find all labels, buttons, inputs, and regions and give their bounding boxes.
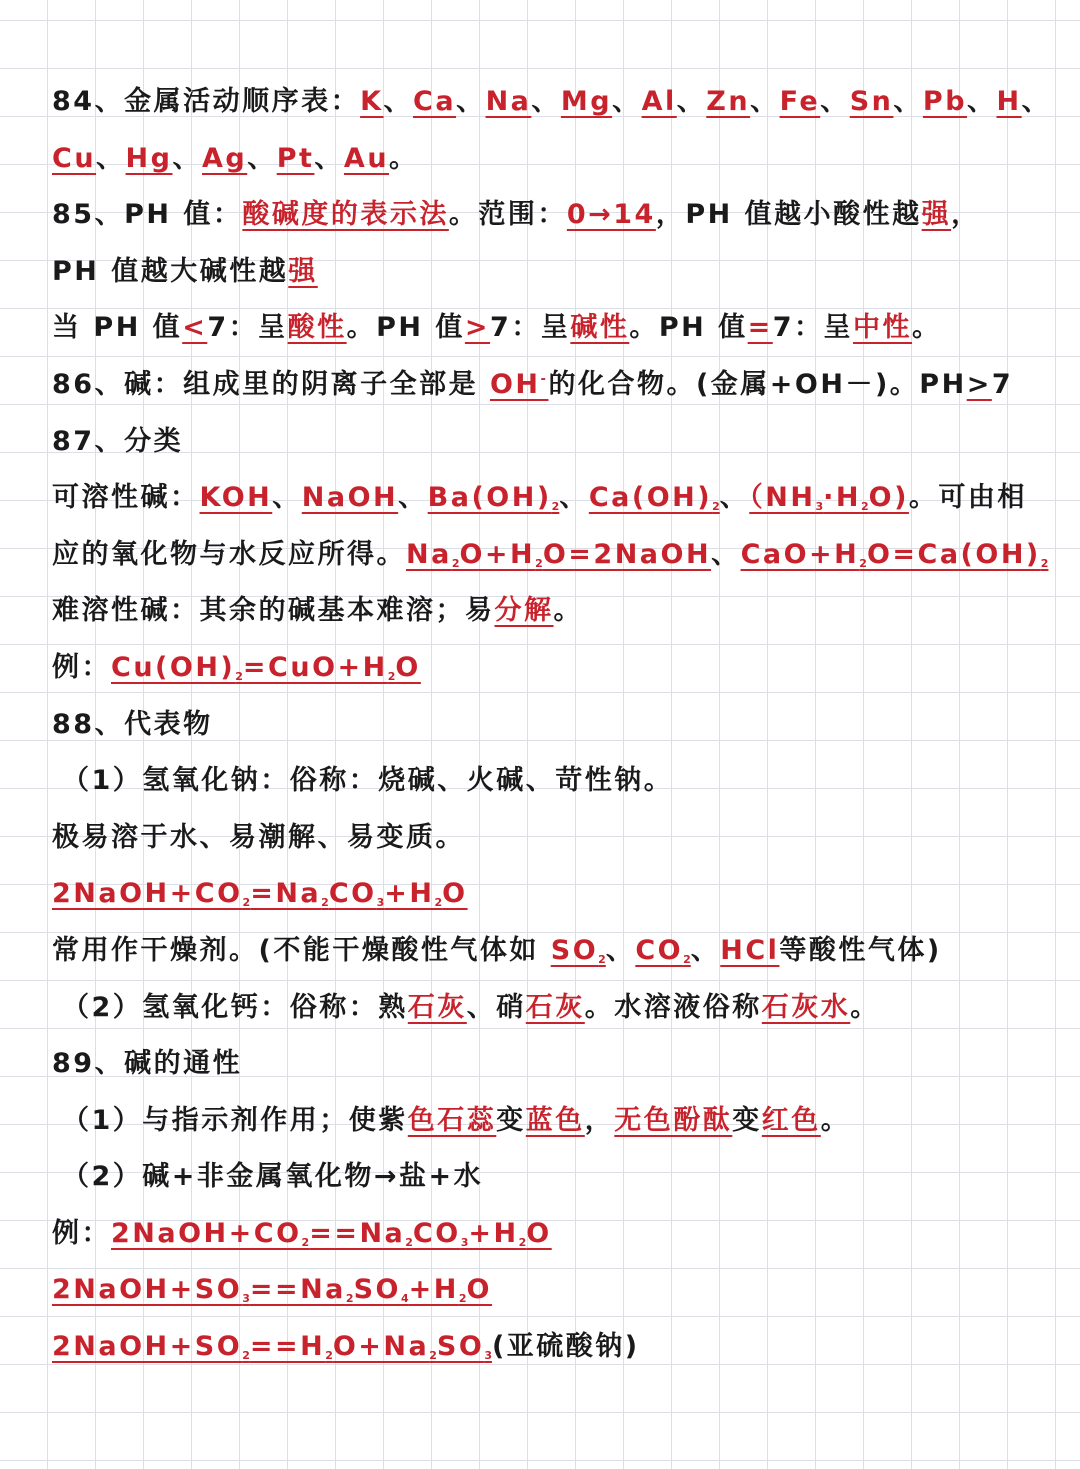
text: 。水溶液俗称 [584,991,762,1023]
metal-ca: Ca [413,86,457,117]
subscript: 2 [345,1292,354,1306]
text: +H [468,1217,519,1249]
metal-au: Au [343,142,390,174]
text: +H [408,1274,459,1306]
metal-hg: Hg [125,142,173,174]
subscript: 2 [860,500,869,514]
charge: - [540,371,549,387]
text: SO [436,1331,485,1363]
text: 应的氧化物与水反应所得。 [52,538,406,570]
text: ， [951,199,981,231]
gas-hcl: HCl [720,934,780,966]
sep: 、 [1021,86,1052,117]
sep: 、 [398,482,428,514]
text: 。 [553,595,583,627]
subscript: 2 [325,1349,333,1363]
line-87-soluble-bases [52,470,1062,527]
ca-oh-2 [589,482,720,513]
metal-zn: Zn [706,86,751,117]
equation-na2o-water [406,539,711,570]
line-84-activity-series [52,74,1062,131]
answer-neutral: 中性 [853,312,913,344]
text: =Na [250,878,322,910]
item-88-heading [52,697,1062,754]
text: 。可由相 [908,482,1027,514]
subscript: 4 [400,1292,409,1306]
text: ==Na [309,1217,406,1249]
text: O) [868,482,909,514]
sep: 、 [96,142,126,174]
line-85-ph-values [52,300,1062,357]
text: 87、分类 [52,425,184,457]
equation-cuoh2-decompose [111,652,421,683]
subscript: 3 [815,500,824,514]
text: (亚硫酸钠) [491,1331,640,1363]
subscript: 3 [242,1292,250,1306]
text: （1）氢氧化钠：俗称：烧碱、火碱、苛性钠。 [62,765,674,797]
sep: 、 [531,86,561,117]
text: CaO+H [740,538,860,570]
sep: 、 [172,142,202,174]
text: O [466,1274,492,1306]
equation-naoh-so2 [52,1331,492,1362]
line-89-example-3 [52,1319,1062,1376]
line-85-ph [52,187,1062,244]
metal-pt: Pt [276,142,315,174]
text: 。 [850,991,880,1023]
text: 例： [52,1217,111,1249]
ba-oh-2 [428,482,560,513]
answer-less-than: < [182,312,208,344]
text: （2）氢氧化钙：俗称：熟 [62,991,408,1023]
line-88-naoh-properties [52,810,1062,867]
text: 变 [496,1104,526,1136]
item-89-heading [52,1036,1062,1093]
text: PH 值越大碱性越 [52,255,289,287]
answer-acidic: 酸性 [287,312,347,344]
period: 。 [389,142,419,174]
subscript: 2 [683,952,691,966]
text: O=2NaOH [542,538,712,570]
answer-blue: 蓝色 [525,1104,585,1136]
text: O+Na [332,1331,430,1363]
text: 88、代表物 [52,708,213,740]
line-84-continued [52,131,1062,188]
sep: 、 [383,86,414,117]
subscript: 2 [859,556,867,570]
sep: 、 [711,538,741,570]
line-88-naoh-names [52,753,1062,810]
metal-al: Al [641,86,677,117]
item-86-heading: 86、碱：组成里的阴离子全部是 [52,368,490,400]
metal-mg: Mg [560,86,613,117]
text: =CuO+H [242,651,388,683]
koh: KOH [199,482,273,514]
text: 。范围： [448,199,567,231]
answer-red: 红色 [761,1104,821,1136]
text: 2NaOH+SO [52,1274,243,1306]
subscript: 2 [429,1349,437,1363]
text: 。PH 值 [346,312,465,344]
metal-na: Na [485,86,532,117]
line-89-indicators [52,1093,1062,1150]
sep: 、 [314,142,344,174]
text: 变 [732,1104,762,1136]
text: ， [584,1104,615,1136]
sep: 、 [272,482,302,514]
subscript: 2 [405,1235,413,1249]
text: O+H [459,538,536,570]
metal-cu: Cu [52,142,97,174]
text: 7：呈 [207,312,288,344]
answer-lime-1: 石灰 [407,991,467,1023]
text: 等酸性气体) [779,934,942,966]
sep: 、 [612,86,642,117]
gas-co2 [635,935,690,966]
equation-naoh-co2 [52,878,468,909]
text: 89、碱的通性 [52,1048,243,1080]
answer-greater-than: > [464,312,491,344]
item-85-heading: 85、PH 值： [52,199,243,231]
text: 。 [820,1104,851,1136]
sep: 、 [247,142,277,174]
text: Cu(OH) [111,651,236,683]
line-89-example-2 [52,1262,1062,1319]
text: ·H [823,482,861,514]
text: O [395,651,421,683]
answer-hydroxide [490,369,548,400]
text: O=Ca(OH) [866,538,1041,570]
answer-lime-2: 石灰 [525,991,585,1023]
subscript: 2 [301,1235,310,1249]
line-87-oxide-reactions [52,527,1062,584]
subscript: 2 [242,1349,250,1363]
answer-equal: = [747,312,773,344]
metal-ag: Ag [201,142,248,174]
text: 7：呈 [772,312,854,344]
equation-naoh-so3 [52,1274,492,1305]
gas-so2 [551,935,606,966]
text: 的化合物。(金属+OH－)。PH [548,368,967,400]
text: 可溶性碱： [52,482,200,514]
sep: 、 [820,86,850,117]
subscript: 2 [235,669,243,683]
answer-litmus: 色石蕊 [407,1104,497,1136]
subscript: 2 [518,1235,527,1249]
text: SO [353,1274,401,1306]
subscript: 2 [434,896,443,910]
subscript: 2 [551,500,560,514]
text: Ca(OH) [588,482,713,514]
text: 2NaOH+CO [52,878,243,910]
text: 常用作干燥剂。(不能干燥酸性气体如 [52,934,551,966]
metal-sn: Sn [849,86,894,117]
line-87-insoluble-bases [52,583,1062,640]
line-88-desiccant [52,923,1062,980]
text: Ba(OH) [427,482,552,514]
text: +H [384,878,435,910]
text: 。PH 值 [629,312,748,344]
sep: 、 [750,86,780,117]
text: Na [406,538,452,570]
answer-limewater: 石灰水 [761,991,851,1023]
text: 2NaOH+CO [111,1217,302,1249]
text: 、硝 [466,991,526,1023]
answer-phenolphthalein: 无色酚酞 [614,1104,733,1136]
text: 极易溶于水、易潮解、易变质。 [52,821,465,853]
line-86-base-definition [52,357,1062,414]
text: ==H [249,1331,326,1363]
subscript: 3 [484,1349,492,1363]
line-88-naoh-co2 [52,866,1062,923]
text: 。 [912,312,942,344]
item-84-heading: 84、金属活动顺序表： [52,86,361,117]
subscript: 2 [387,669,396,683]
text: （NH [749,482,816,514]
equation-naoh-co2-2 [111,1218,552,1249]
element-h: H [996,86,1022,117]
text: CO [635,934,684,966]
line-88-caoh2-names [52,980,1062,1037]
text: SO [550,934,599,966]
metal-k: K [360,86,384,117]
sep: 、 [719,482,750,514]
line-85-continued [52,244,1062,301]
sep: 、 [559,482,589,514]
text: CO [328,878,377,910]
text: （1）与指示剂作用；使紫 [62,1104,408,1136]
sep: 、 [893,86,923,117]
subscript: 3 [460,1235,469,1249]
text: 当 PH 值 [52,312,183,344]
text: 例： [52,651,111,683]
subscript: 2 [321,896,329,910]
subscript: 2 [242,896,251,910]
answer-strong-base: 强 [288,255,318,287]
line-87-example [52,640,1062,697]
line-89-nonmetal-oxide [52,1149,1062,1206]
text: 7：呈 [490,312,571,344]
answer-strong-acid: 强 [921,199,952,231]
sep: 、 [605,934,636,966]
subscript: 2 [598,952,606,966]
text: O [442,878,468,910]
text: ==Na [249,1274,346,1306]
text: ，PH 值越小酸性越 [655,199,922,231]
equation-cao-water [741,539,1049,570]
sep: 、 [967,86,997,117]
sep: 、 [676,86,707,117]
line-89-example-1 [52,1206,1062,1263]
text: （2）碱+非金属氧化物→盐+水 [62,1161,484,1193]
answer-ph-greater: > [966,368,992,400]
subscript: 3 [376,896,385,910]
subscript: 2 [712,500,720,514]
naoh: NaOH [301,482,399,514]
sep: 、 [456,86,486,117]
subscript: 2 [535,556,543,570]
subscript: 2 [1040,556,1049,570]
text: 7 [991,368,1014,400]
answer-decompose: 分解 [494,595,554,627]
notes-content [52,74,1062,1376]
answer-basic: 碱性 [570,312,630,344]
text: 难溶性碱：其余的碱基本难溶；易 [52,595,495,627]
sep: 、 [690,934,721,966]
text: OH [489,368,541,400]
subscript: 2 [451,556,460,570]
text: O [526,1217,552,1249]
metal-fe: Fe [779,86,821,117]
ph-definition: 酸碱度的表示法 [242,199,449,231]
text: CO [412,1217,461,1249]
metal-pb: Pb [922,86,968,117]
item-87-heading [52,414,1062,471]
ph-range: 0→14 [566,199,656,231]
text: 2NaOH+SO [52,1331,243,1363]
subscript: 2 [458,1292,467,1306]
ammonia-water [749,482,909,513]
